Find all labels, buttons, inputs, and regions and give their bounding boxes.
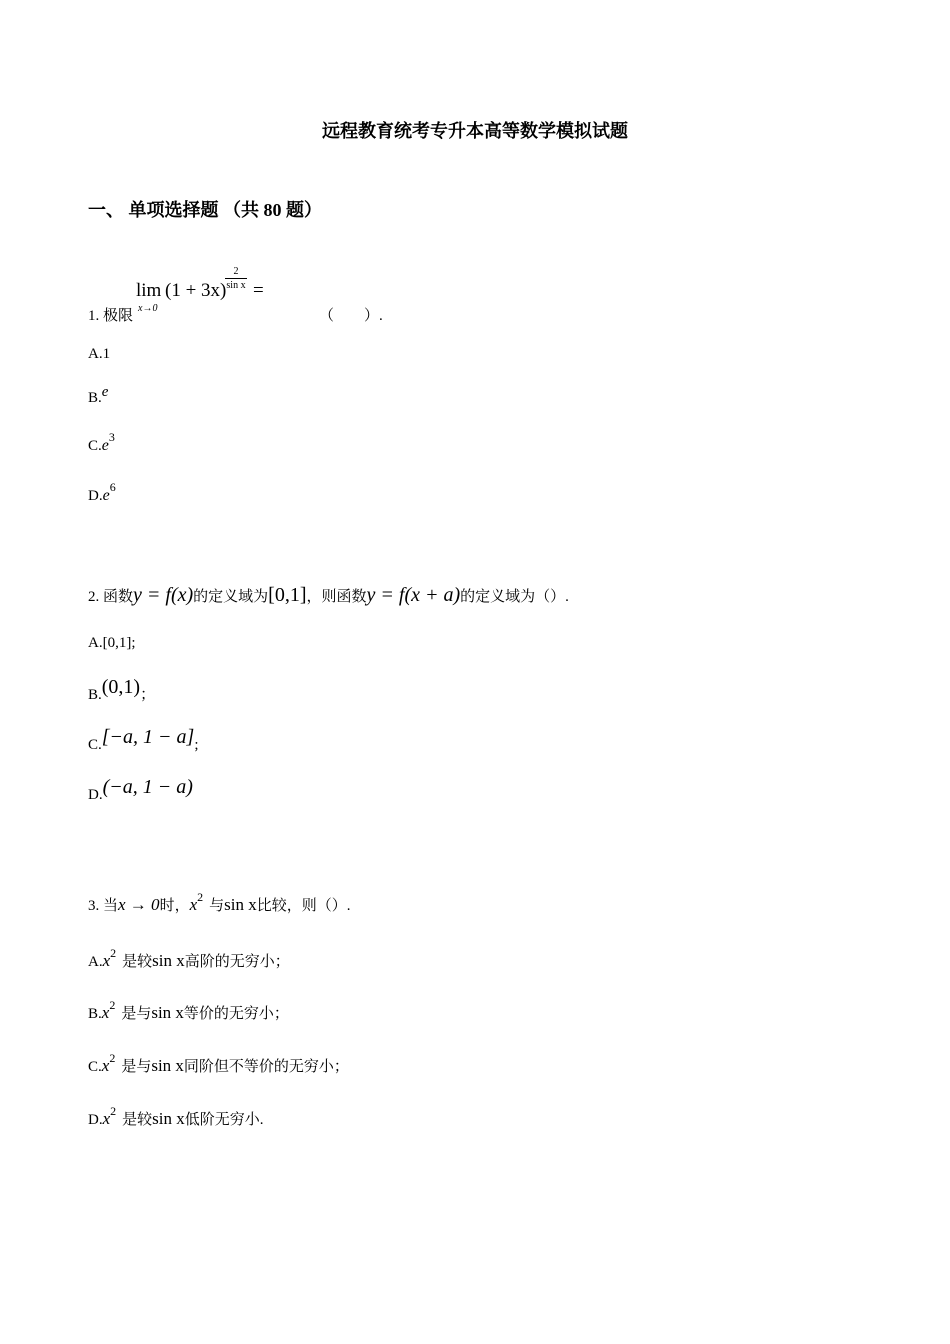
q3-option-d — [88, 1104, 264, 1129]
question-2-text2: ，则函数 — [306, 589, 367, 605]
question-1-limit-formula — [136, 266, 276, 312]
formula-interval: [0,1] — [268, 584, 307, 606]
option-post: 同阶但不等价的无穷小； — [183, 1059, 349, 1075]
q3-option-b — [88, 998, 289, 1023]
limit-subscript: x→0 — [138, 303, 158, 314]
option-sinx: sin x — [151, 1003, 184, 1022]
option-label: C. — [88, 438, 102, 454]
option-exponent: 6 — [109, 480, 116, 494]
limit-word: lim — [136, 280, 162, 301]
option-base: e — [102, 487, 110, 504]
option-label: D. — [88, 787, 103, 803]
option-label: C. — [88, 1059, 102, 1075]
option-sinx: sin x — [151, 1056, 184, 1075]
q2-option-a — [88, 635, 136, 652]
option-post: 低阶无穷小. — [184, 1112, 264, 1128]
formula-x-to-0: x → 0 — [118, 895, 160, 914]
option-pre: 是较 — [122, 954, 153, 970]
option-tail: ; — [194, 737, 199, 753]
q2-option-c — [88, 726, 199, 754]
question-1-number: 1. 极限 — [88, 308, 134, 324]
exponent-denominator: sin x — [226, 280, 246, 291]
formula-x-squared-base: x — [189, 895, 198, 914]
option-x-exp: 2 — [109, 1051, 116, 1065]
option-label: D. — [88, 488, 103, 504]
question-3-text2: 与 — [209, 898, 225, 914]
formula-x-squared-exp: 2 — [197, 890, 204, 904]
option-x-base: x — [102, 951, 111, 970]
question-2-text3: 的定义域为（）. — [460, 589, 569, 605]
q2-option-d — [88, 776, 193, 804]
option-expr: (−a, 1 − a) — [102, 776, 193, 798]
exponent-bar — [225, 278, 247, 279]
limit-exponent — [225, 266, 247, 291]
option-post: 高阶的无穷小； — [184, 954, 290, 970]
option-label: C. — [88, 737, 102, 753]
q1-option-c — [88, 430, 115, 455]
option-pre: 是与 — [121, 1059, 152, 1075]
question-3-text1: 时， — [159, 898, 190, 914]
option-x-base: x — [102, 1109, 111, 1128]
question-2-number: 2. 函数 — [88, 589, 134, 605]
question-3 — [88, 890, 351, 915]
option-sinx: sin x — [152, 1109, 185, 1128]
option-label: B. — [88, 1006, 102, 1022]
exponent-numerator: 2 — [233, 266, 239, 277]
question-2-text1: 的定义域为 — [193, 589, 269, 605]
option-pre: 是与 — [121, 1006, 152, 1022]
option-expr: (0,1) — [101, 676, 141, 698]
option-expr: 1 — [102, 346, 111, 362]
formula-y-fxa: y = f(x + a) — [366, 584, 461, 606]
formula-sin-x: sin x — [224, 895, 257, 914]
option-x-base: x — [101, 1003, 110, 1022]
option-label: A. — [88, 954, 103, 970]
option-label: D. — [88, 1112, 103, 1128]
option-sinx: sin x — [152, 951, 185, 970]
question-3-number: 3. 当 — [88, 898, 119, 914]
option-post: 等价的无穷小； — [183, 1006, 289, 1022]
option-label: A. — [88, 635, 103, 651]
option-label: B. — [88, 390, 102, 406]
option-tail: ； — [140, 687, 156, 703]
option-label: A. — [88, 346, 103, 362]
option-x-exp: 2 — [109, 998, 116, 1012]
option-exponent: 3 — [108, 430, 115, 444]
option-label: B. — [88, 687, 102, 703]
formula-y-fx: y = f(x) — [133, 584, 194, 606]
q3-option-a — [88, 946, 290, 971]
option-expr: [0,1]; — [102, 635, 136, 651]
question-3-text3: 比较，则（）. — [256, 898, 351, 914]
q3-option-c — [88, 1051, 349, 1076]
option-x-exp: 2 — [110, 1104, 117, 1118]
q1-option-a — [88, 346, 110, 363]
q2-option-b — [88, 676, 155, 704]
option-x-exp: 2 — [110, 946, 117, 960]
question-1-blank: （ ）. — [319, 308, 383, 324]
option-pre: 是较 — [122, 1112, 153, 1128]
section-heading: 一、 单项选择题 （共 80 题） — [88, 200, 322, 220]
limit-equals: = — [253, 280, 264, 301]
question-2 — [88, 584, 569, 607]
option-expr: e — [101, 384, 109, 400]
limit-body: (1 + 3x) — [165, 280, 227, 301]
q1-option-d — [88, 480, 116, 505]
page-title: 远程教育统考专升本高等数学模拟试题 — [322, 121, 628, 141]
q1-option-b — [88, 384, 108, 407]
option-x-base: x — [101, 1056, 110, 1075]
option-base: e — [101, 437, 109, 454]
option-expr: [−a, 1 − a] — [101, 726, 195, 748]
